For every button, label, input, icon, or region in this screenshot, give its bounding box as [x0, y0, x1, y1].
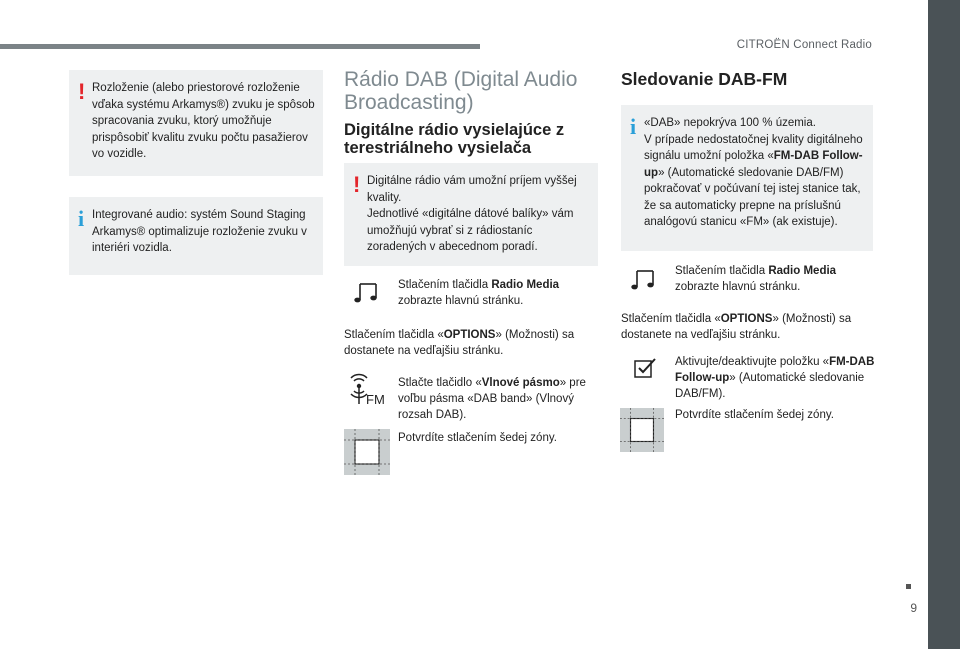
warning-box: [69, 70, 323, 176]
checkbox-checked-icon: [634, 357, 658, 379]
dabfm-info-box: [621, 105, 873, 251]
header-bar: [0, 44, 480, 49]
dabfm-info-text: «DAB» nepokrýva 100 % územia. V prípade nedostatočnej kvality digitálneho signálu umožní položka «FM-DAB Follow-up» (Automatické sledovanie DAB/FM) pokračovať v počúvaní tej istej stanice tak, že sa automaticky prepne na príslušnú analógovú stanicu «FM» (ak existuje).: [644, 117, 863, 228]
info-icon: i: [630, 114, 637, 139]
music-note-icon: [631, 269, 657, 291]
warning-icon: !: [353, 172, 361, 197]
dab-subtitle: Digitálne rádio vysielajúce z terestriálneho vysielača: [344, 121, 565, 157]
radio-waves-fm-icon: [347, 370, 387, 406]
dab-warning-text: Digitálne rádio vám umožní príjem vyššej kvality. Jednotlivé «digitálne dátové balíky» vám umožňujú vybrať si z rádiostaníc zoradených v abecednom poradí.: [367, 175, 577, 253]
page-number: 9: [910, 601, 917, 615]
dabfm-options-paragraph: Stlačením tlačidla «OPTIONS» (Možnosti) sa dostanete na vedľajšiu stránku.: [621, 313, 852, 341]
dabfm-step-radio-media: Stlačením tlačidla Radio Media zobrazte hlavnú stránku.: [675, 265, 837, 293]
dab-warning-box: [344, 163, 598, 266]
dab-title: Rádio DAB (Digital Audio Broadcasting): [344, 68, 578, 114]
dab-step-radio-media: Stlačením tlačidla Radio Media zobrazte hlavnú stránku.: [398, 279, 560, 307]
music-note-icon: [354, 282, 380, 304]
dabfm-step-confirm: Potvrdíte stlačením šedej zóny.: [675, 409, 834, 421]
info-box: [69, 197, 323, 275]
info-icon: i: [78, 206, 85, 231]
grey-zone-icon: [620, 408, 664, 452]
fm-label: FM: [366, 392, 385, 406]
grey-zone-icon: [344, 429, 390, 475]
dab-step-confirm: Potvrdíte stlačením šedej zóny.: [398, 432, 557, 444]
side-strip: [928, 0, 960, 649]
info-text: Integrované audio: systém Sound Staging Arkamys® optimalizuje rozloženie zvuku v interiéri vozidla.: [92, 209, 307, 254]
dab-options-paragraph: Stlačením tlačidla «OPTIONS» (Možnosti) sa dostanete na vedľajšiu stránku.: [344, 329, 575, 357]
dab-step-band: Stlačte tlačidlo «Vlnové pásmo» pre voľbu pásma «DAB band» (Vlnový rozsah DAB).: [398, 377, 586, 421]
dabfm-step-toggle: Aktivujte/deaktivujte položku «FM-DAB Follow-up» (Automatické sledovanie DAB/FM).: [675, 356, 875, 400]
page-marker: [906, 584, 911, 589]
warning-text: Rozloženie (alebo priestorové rozloženie vďaka systému Arkamys®) zvuku je spôsob spracovania zvuku, ktorý umožňuje prispôsobiť kvalitu zvuku počtu pasažierov vo vozidle.: [92, 82, 315, 160]
warning-icon: !: [78, 79, 86, 104]
dabfm-title: Sledovanie DAB-FM: [621, 69, 788, 89]
brand-label: CITROËN Connect Radio: [736, 39, 872, 51]
